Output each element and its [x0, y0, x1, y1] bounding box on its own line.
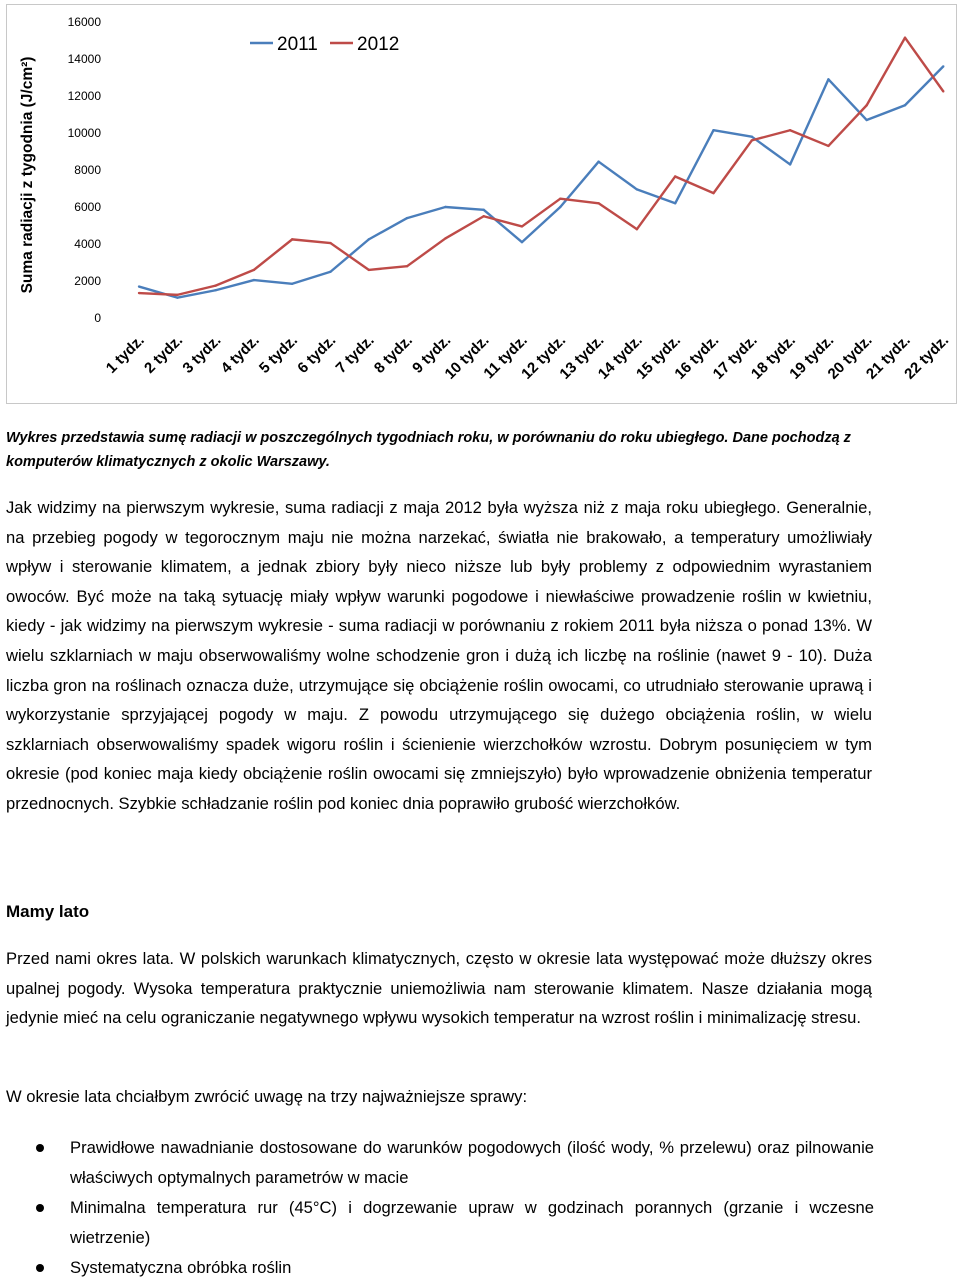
- x-tick-label: 22 tydz.: [901, 331, 953, 383]
- data-point-2011: [368, 238, 370, 240]
- data-point-2011: [866, 119, 868, 121]
- data-point-2012: [406, 265, 408, 267]
- bullet-list: [0, 1133, 874, 1283]
- data-point-2012: [712, 192, 714, 194]
- data-point-2012: [866, 104, 868, 106]
- data-point-2011: [253, 279, 255, 281]
- data-point-2011: [291, 283, 293, 285]
- x-tick-label: 14 tydz.: [594, 331, 646, 383]
- data-point-2011: [904, 104, 906, 106]
- data-point-2012: [483, 215, 485, 217]
- y-axis-label: Suma radiacji z tygodnia (J/cm²): [19, 56, 36, 294]
- data-point-2012: [789, 129, 791, 131]
- list-item: Prawidłowe nawadnianie dostosowane do warunków pogodowych (ilość wody, % przelewu) oraz pilnowanie właściwych optymalnych parametrów w macie: [0, 1133, 874, 1193]
- data-point-2012: [214, 284, 216, 286]
- data-point-2012: [904, 37, 906, 39]
- paragraph-intro-list: W okresie lata chciałbym zwrócić uwagę na trzy najważniejsze sprawy:: [6, 1087, 528, 1106]
- y-tick-label: 12000: [67, 89, 101, 103]
- data-point-2011: [674, 202, 676, 204]
- data-point-2012: [253, 269, 255, 271]
- data-point-2011: [214, 289, 216, 291]
- data-point-2012: [597, 202, 599, 204]
- data-point-2011: [636, 188, 638, 190]
- paragraph-radiation: Jak widzimy na pierwszym wykresie, suma radiacji z maja 2012 była wyższa niż z maja roku ubiegłego. Generalnie, na przebieg pogody w tegorocznym maju nie można narzekać, światła nie brakowało, a temperatury umożliwiały wpływ i sterowanie klimatem, a jednak zbiory były nieco niższe lub były problemy z odpowiednim wyrastaniem owoców. Być może na taką sytuację miały wpływ warunki pogodowe i niewłaściwe prowadzenie roślin w kwietniu, kiedy - jak widzimy na pierwszym wykresie - suma radiacji w porównaniu z rokiem 2011 była niższa o ponad 13%. W wielu szklarniach w maju obserwowaliśmy wolne schodzenie gron i dużą ich liczbę na roślinie (nawet 9 - 10). Duża liczba gron na roślinach oznacza duże, utrzymujące się obciążenie roślin owocami, co utrudniało sterowanie uprawą i wykorzystanie sprzyjającej pogody w maju. Z powodu utrzymującego się dużego obciążenia roślin, w wielu szklarniach obserwowaliśmy spadek wigoru roślin i ścienienie wierzchołków wzrostu. Dobrym posunięciem w tym okresie (pod koniec maja kiedy obciążenie roślin owocami się zmniejszyło) było wprowadzenie obniżenia temperatur przednocnych. Szybkie schładzanie roślin pod koniec dnia poprawiło grubość wierzchołków.: [6, 498, 872, 813]
- data-point-2012: [138, 292, 140, 294]
- x-tick-label: 20 tydz.: [824, 331, 876, 383]
- x-tick-label: 18 tydz.: [747, 331, 799, 383]
- y-tick-label: 16000: [67, 15, 101, 29]
- data-point-2012: [329, 242, 331, 244]
- data-point-2011: [521, 241, 523, 243]
- x-tick-label: 4 tydz.: [217, 331, 263, 377]
- chart-caption: Wykres przedstawia sumę radiacji w poszczególnych tygodniach roku, w porównaniu do roku ubiegłego. Dane pochodzą z komputerów klimatycznych z okolic Warszawy.: [6, 430, 851, 470]
- section-heading: Mamy lato: [6, 902, 90, 921]
- x-tick-label: 21 tydz.: [862, 331, 914, 383]
- y-tick-label: 10000: [67, 126, 101, 140]
- x-tick-label: 15 tydz.: [633, 331, 685, 383]
- y-tick-label: 0: [94, 311, 101, 325]
- x-tick-label: 17 tydz.: [709, 331, 761, 383]
- data-point-2012: [368, 269, 370, 271]
- x-tick-label: 8 tydz.: [370, 331, 416, 377]
- bullet-icon: [36, 1204, 44, 1212]
- data-point-2012: [559, 197, 561, 199]
- data-point-2012: [521, 225, 523, 227]
- data-point-2011: [176, 296, 178, 298]
- x-tick-label: 2 tydz.: [141, 331, 187, 377]
- x-tick-label: 3 tydz.: [179, 331, 225, 377]
- y-tick-label: 14000: [67, 52, 101, 66]
- x-tick-label: 10 tydz.: [441, 331, 493, 383]
- data-point-2012: [674, 175, 676, 177]
- data-point-2011: [712, 129, 714, 131]
- data-point-2011: [483, 209, 485, 211]
- bullet-icon: [36, 1144, 44, 1152]
- x-tick-label: 12 tydz.: [518, 331, 570, 383]
- list-item: Systematyczna obróbka roślin: [0, 1253, 874, 1283]
- data-point-2012: [751, 139, 753, 141]
- data-point-2011: [559, 206, 561, 208]
- data-point-2011: [406, 217, 408, 219]
- data-point-2011: [827, 78, 829, 80]
- data-point-2011: [789, 163, 791, 165]
- x-tick-label: 19 tydz.: [786, 331, 838, 383]
- y-tick-label: 2000: [74, 274, 101, 288]
- paragraph-summer: Przed nami okres lata. W polskich warunkach klimatycznych, często w okresie lata występować może dłuższy okres upalnej pogody. Wysoka temperatura praktycznie uniemożliwia nam sterowanie klimatem. Nasze działania mogą jedynie mieć na celu ograniczanie negatywnego wpływu wysokich temperatur na wzrost roślin i minimalizację stresu.: [6, 949, 872, 1028]
- chart-canvas: [7, 5, 958, 405]
- x-tick-label: 11 tydz.: [480, 331, 531, 383]
- data-point-2011: [138, 285, 140, 287]
- data-point-2012: [942, 90, 944, 92]
- list-item: Minimalna temperatura rur (45°C) i dogrzewanie upraw w godzinach porannych (grzanie i wczesne wietrzenie): [0, 1193, 874, 1253]
- legend-label-2012: 2012: [357, 34, 400, 55]
- data-point-2011: [942, 65, 944, 67]
- data-point-2012: [444, 237, 446, 239]
- y-tick-label: 6000: [74, 200, 101, 214]
- legend-label-2011: 2011: [277, 34, 318, 55]
- y-tick-label: 8000: [74, 163, 101, 177]
- y-tick-label: 4000: [74, 237, 101, 251]
- data-point-2012: [827, 145, 829, 147]
- x-tick-label: 5 tydz.: [255, 331, 302, 377]
- series-line-2011: [139, 66, 943, 297]
- x-tick-label: 16 tydz.: [671, 331, 723, 383]
- x-tick-label: 13 tydz.: [556, 331, 608, 383]
- x-tick-label: 7 tydz.: [332, 331, 378, 377]
- data-point-2011: [329, 271, 331, 273]
- data-point-2011: [444, 206, 446, 208]
- data-point-2012: [291, 238, 293, 240]
- series-line-2012: [139, 38, 943, 295]
- data-point-2011: [751, 136, 753, 138]
- data-point-2011: [597, 160, 599, 162]
- x-tick-label: 6 tydz.: [294, 331, 340, 377]
- x-tick-label: 1 tydz.: [102, 331, 148, 377]
- data-point-2012: [636, 228, 638, 230]
- data-point-2012: [176, 294, 178, 296]
- x-tick-label: 9 tydz.: [409, 331, 455, 377]
- bullet-icon: [36, 1264, 44, 1272]
- radiation-chart: [6, 4, 957, 404]
